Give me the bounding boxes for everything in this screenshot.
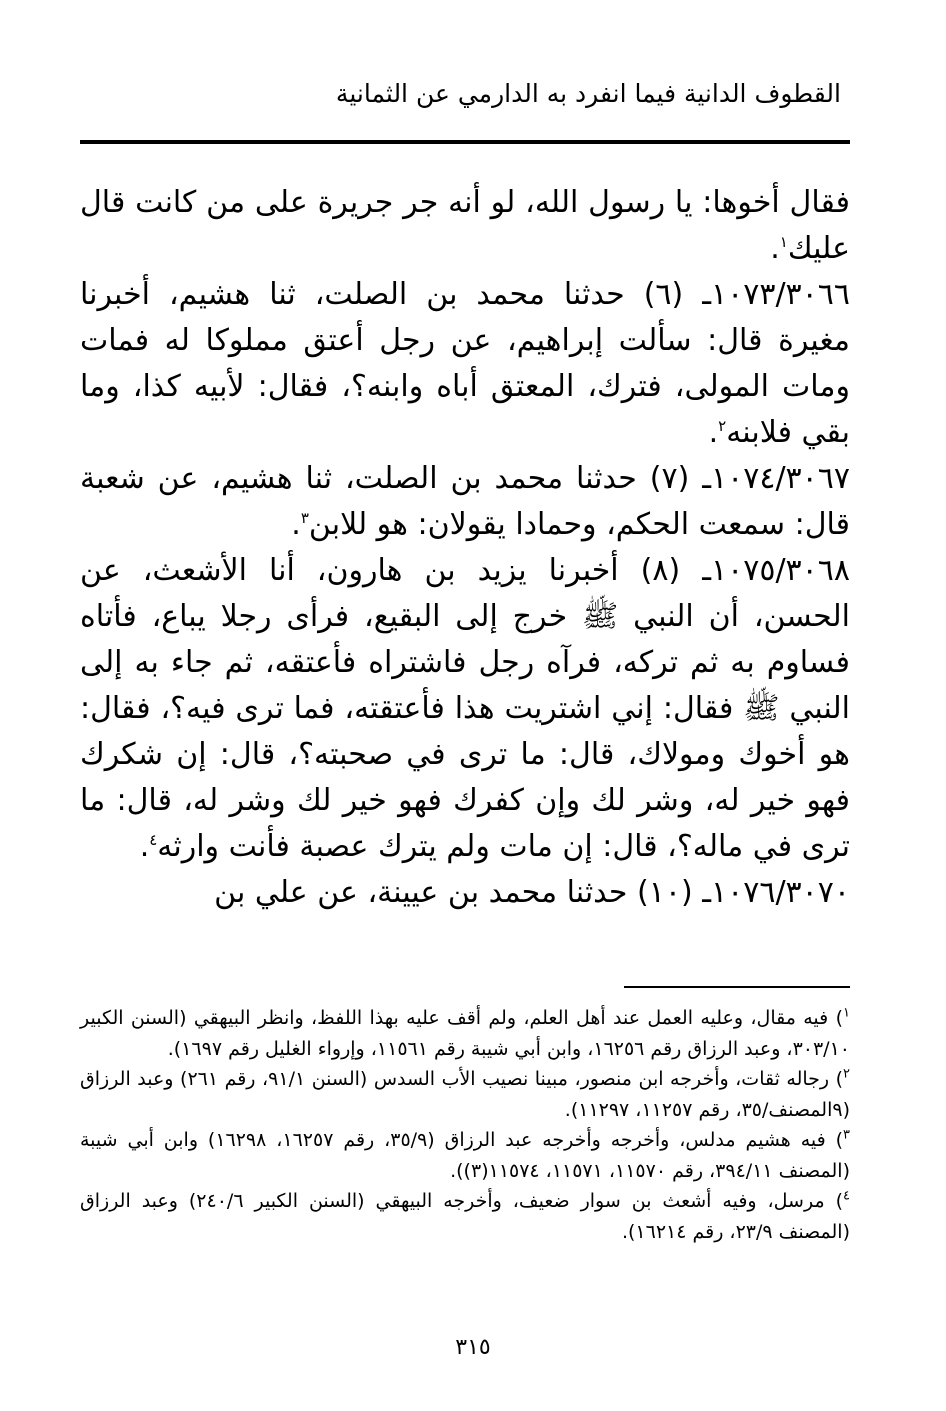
paragraph-text: فقال أخوها: يا رسول الله، لو أنه جر جريرة على من كانت قال عليك	[80, 185, 850, 266]
footnote: $^٤$) مرسل، وفيه أشعث بن سوار ضعيف، وأخرجه البيهقي (السنن الكبير ٢٤٠/٦) وعبد الرزاق (المصنف ٢٣/٩، رقم ١٦٢١٤).	[80, 1188, 851, 1243]
paragraph-text: ١٠٧٣/٣٠٦٦ـ (٦) حدثنا محمد بن الصلت، ثنا هشيم، أخبرنا مغيرة قال: سألت إبراهيم، عن رجل أعتق مملوكا له فمات ومات المولى، فترك، المعتق أباه وابنه؟، فقال: لأبيه كذا، وما بقي فلابنه	[80, 277, 851, 450]
footnote-text: فيه هشيم مدلس، وأخرجه وأخرجه عبد الرزاق (٣٥/٩، رقم ١٦٢٥٧، ١٦٢٩٨) وابن أبي شيبة (المصنف ٣٩٤/١١، رقم ١١٥٧٠، ١١٥٧١، ١١٥٧٤(٣)).	[80, 1129, 850, 1182]
paragraph	[80, 870, 850, 916]
paragraph: ١٠٧٥/٣٠٦٨ـ (٨) أخبرنا يزيد بن هارون، أنا الأشعث، عن الحسن، أن النبي ﷺ خرج إلى البقيع، فرأى رجلا يباع، فأتاه فساوم به ثم تركه، فرآه رجل فاشتراه فأعتقه، ثم جاء به إلى النبي ﷺ فقال: إني اشتريت هذا فأعتقته، فما ترى فيه؟، فقال: هو أخوك ومولاك، قال: ما ترى في صحبته؟، قال: إن شكرك فهو خير له، وشر لك وإن كفرك فهو خير لك وشر له، قال: ما ترى في ماله؟، قال: إن مات ولم يترك عصبة فأنت وارثه$^٤$.	[80, 553, 851, 864]
footnote-marker[interactable]: ٣	[300, 509, 309, 527]
footnote-number: ١	[843, 1005, 850, 1021]
footnote-marker[interactable]: ٤	[149, 831, 158, 849]
header-divider	[80, 140, 850, 144]
paragraph: فقال أخوها: يا رسول الله، لو أنه جر جريرة على من كانت قال عليك$^١$.	[80, 185, 850, 266]
footnote-number: ٣	[843, 1127, 851, 1143]
paragraph-text: ١٠٧٤/٣٠٦٧ـ (٧) حدثنا محمد بن الصلت، ثنا هشيم، عن شعبة قال: سمعت الحكم، وحمادا يقولان: هو للابن	[80, 461, 851, 542]
paragraph-text: ١٠٧٥/٣٠٦٨ـ (٨) أخبرنا يزيد بن هارون، أنا الأشعث، عن الحسن، أن النبي ﷺ خرج إلى البقيع، فرأى رجلا يباع، فأتاه فساوم به ثم تركه، فرآه رجل فاشتراه فأعتقه، ثم جاء به إلى النبي ﷺ فقال: إني اشتريت هذا فأعتقته، فما ترى فيه؟، فقال: هو أخوك ومولاك، قال: ما ترى في صحبته؟، قال: إن شكرك فهو خير له، وشر لك وإن كفرك فهو خير لك وشر له، قال: ما ترى في ماله؟، قال: إن مات ولم يترك عصبة فأنت وارثه	[80, 553, 851, 864]
paragraph: ١٠٧٤/٣٠٦٧ـ (٧) حدثنا محمد بن الصلت، ثنا هشيم، عن شعبة قال: سمعت الحكم، وحمادا يقولان: هو للابن$^٣$.	[80, 461, 851, 542]
footnote: $^٢$) رجاله ثقات، وأخرجه ابن منصور، مبينا نصيب الأب السدس (السنن ٩١/١، رقم ٢٦١) وعبد الرزاق (٩المصنف/٣٥، رقم ١١٢٥٧، ١١٢٩٧).	[80, 1066, 851, 1121]
paragraph: ١٠٧٣/٣٠٦٦ـ (٦) حدثنا محمد بن الصلت، ثنا هشيم، أخبرنا مغيرة قال: سألت إبراهيم، عن رجل أعتق مملوكا له فمات ومات المولى، فترك، المعتق أباه وابنه؟، فقال: لأبيه كذا، وما بقي فلابنه$^٢$.	[80, 277, 851, 450]
running-header-title: القطوف الدانية فيما انفرد به الدارمي عن الثمانية	[335, 79, 841, 108]
footnote-marker[interactable]: ٢	[718, 417, 727, 435]
footnote-divider	[624, 986, 850, 988]
footnote: $^١$) فيه مقال، وعليه العمل عند أهل العلم، ولم أقف عليه بهذا اللفظ، وانظر البيهقي (السنن الكبير ٣٠٣/١٠، وعبد الرزاق رقم ١٦٢٥٦، وابن أبي شيبة رقم ١١٥٦١، وإرواء الغليل رقم ١٦٩٧).	[80, 1005, 850, 1060]
footnote-number: ٢	[843, 1066, 851, 1082]
main-text	[80, 180, 850, 916]
page-number: ٣١٥	[455, 1335, 491, 1360]
footnote: $^٣$) فيه هشيم مدلس، وأخرجه وأخرجه عبد الرزاق (٣٥/٩، رقم ١٦٢٥٧، ١٦٢٩٨) وابن أبي شيبة (المصنف ٣٩٤/١١، رقم ١١٥٧٠، ١١٥٧١، ١١٥٧٤(٣)).	[80, 1127, 851, 1182]
footnote-number: ٤	[843, 1188, 851, 1204]
footnote-marker[interactable]: ١	[779, 233, 788, 251]
paragraph-text: ١٠٧٦/٣٠٧٠ـ (١٠) حدثنا محمد بن عيينة، عن علي بن	[214, 875, 850, 910]
footnote-text: رجاله ثقات، وأخرجه ابن منصور، مبينا نصيب الأب السدس (السنن ٩١/١، رقم ٢٦١) وعبد الرزاق (٩المصنف/٣٥، رقم ١١٢٥٧، ١١٢٩٧).	[80, 1068, 850, 1121]
footnote-text: مرسل، وفيه أشعث بن سوار ضعيف، وأخرجه البيهقي (السنن الكبير ٢٤٠/٦) وعبد الرزاق (المصنف ٢٣/٩، رقم ١٦٢١٤).	[80, 1190, 850, 1243]
footnotes	[80, 1003, 850, 1247]
footnote-text: فيه مقال، وعليه العمل عند أهل العلم، ولم أقف عليه بهذا اللفظ، وانظر البيهقي (السنن الكبير ٣٠٣/١٠، وعبد الرزاق رقم ١٦٢٥٦، وابن أبي شيبة رقم ١١٥٦١، وإرواء الغليل رقم ١٦٩٧).	[80, 1007, 850, 1060]
